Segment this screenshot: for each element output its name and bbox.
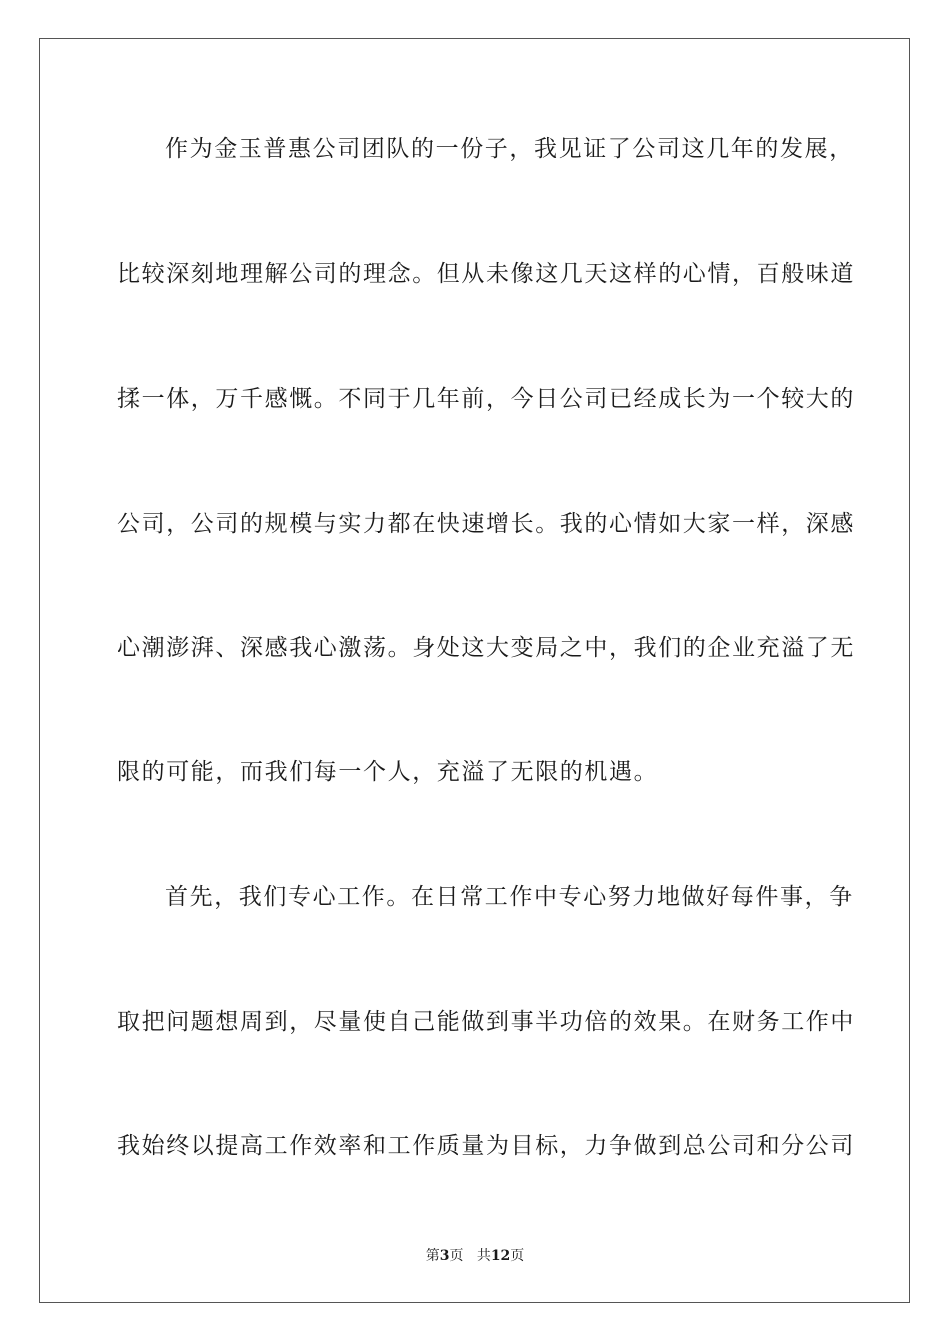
paragraph-2-line-3: 我始终以提高工作效率和工作质量为目标，力争做到总公司和分公司 bbox=[117, 1133, 855, 1159]
paragraph-1-line-6: 限的可能，而我们每一个人，充溢了无限的机遇。 bbox=[117, 759, 659, 785]
page-footer bbox=[0, 1246, 950, 1266]
paragraph-2-line-1: 首先，我们专心工作。在日常工作中专心努力地做好每件事，争 bbox=[165, 884, 854, 910]
paragraph-1-line-2: 比较深刻地理解公司的理念。但从未像这几天这样的心情，百般味道 bbox=[117, 261, 855, 287]
footer-page-number: 3 bbox=[439, 1248, 450, 1264]
paragraph-1-line-1: 作为金玉普惠公司团队的一份子，我见证了公司这几年的发展， bbox=[165, 136, 854, 162]
paragraph-1-line-3: 揉一体，万千感慨。不同于几年前，今日公司已经成长为一个较大的 bbox=[117, 386, 855, 412]
footer-total-number: 12 bbox=[490, 1248, 511, 1264]
page-border bbox=[39, 38, 910, 1303]
paragraph-2-line-2: 取把问题想周到，尽量使自己能做到事半功倍的效果。在财务工作中 bbox=[117, 1009, 855, 1035]
footer-page-prefix: 第 bbox=[425, 1248, 440, 1264]
paragraph-1-line-4: 公司，公司的规模与实力都在快速增长。我的心情如大家一样，深感 bbox=[117, 511, 855, 537]
paragraph-1-line-5: 心潮澎湃、深感我心激荡。身处这大变局之中，我们的企业充溢了无 bbox=[117, 635, 855, 661]
footer-page-suffix: 页 bbox=[449, 1248, 464, 1264]
footer-total-suffix: 页 bbox=[510, 1248, 525, 1264]
footer-total-prefix: 共 bbox=[476, 1248, 491, 1264]
